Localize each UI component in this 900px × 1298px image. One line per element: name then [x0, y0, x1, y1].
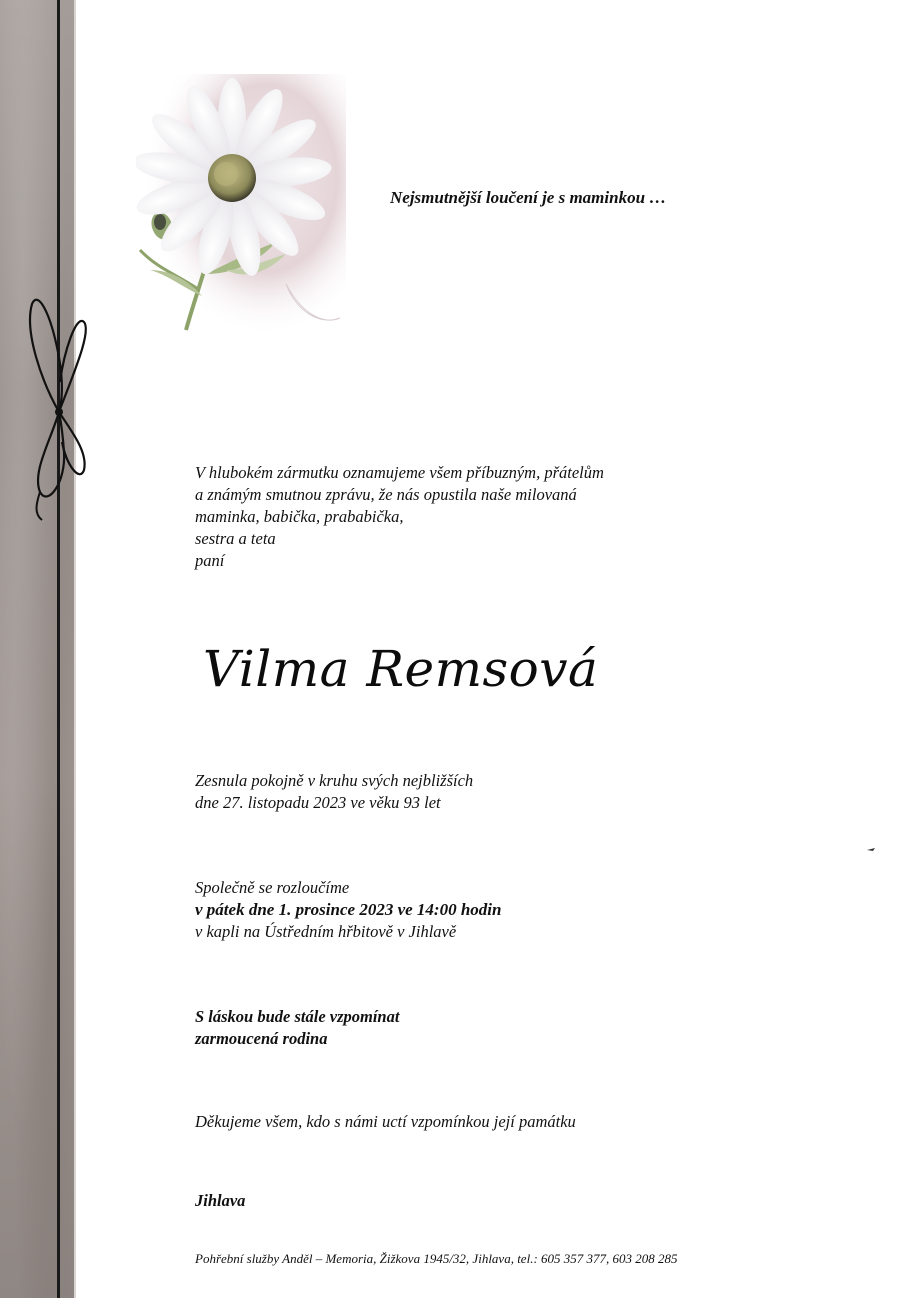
funeral-service-footer: Pohřební služby Anděl – Memoria, Žižkova 1945/32, Jihlava, tel.: 605 357 377, 603 208 285	[195, 1251, 678, 1266]
announcement-line: a známým smutnou zprávu, že nás opustila naše milovaná	[195, 485, 577, 504]
decorative-side-band	[0, 0, 74, 1298]
farewell-intro: Společně se rozloučíme	[195, 878, 350, 897]
band-edge	[74, 0, 76, 1298]
band-vertical-line	[57, 0, 60, 1298]
farewell-datetime: v pátek dne 1. prosince 2023 ve 14:00 hodin	[195, 900, 502, 919]
announcement-line: paní	[195, 551, 225, 570]
death-line: Zesnula pokojně v kruhu svých nejbližších	[195, 771, 474, 790]
remembrance-line: S láskou bude stále vzpomínat	[195, 1007, 400, 1026]
announcement-text	[195, 462, 604, 572]
remembrance-line: zarmoucená rodina	[195, 1029, 328, 1048]
announcement-line: V hlubokém zármutku oznamujeme všem příbuzným, přátelům	[195, 463, 604, 482]
ribbon-bow-icon	[22, 292, 96, 522]
farewell-details	[195, 877, 501, 943]
paper-speck	[867, 848, 875, 852]
thanks-text: Děkujeme všem, kdo s námi uctí vzpomínkou její památku	[195, 1112, 576, 1131]
deceased-name: Vilma Remsová	[203, 640, 599, 698]
remembrance-text	[195, 1006, 399, 1050]
announcement-line: maminka, babička, prababička,	[195, 507, 404, 526]
motto-heading: Nejsmutnější loučení je s maminkou …	[390, 188, 667, 207]
death-details	[195, 770, 473, 814]
city-name: Jihlava	[195, 1191, 246, 1210]
farewell-place: v kapli na Ústředním hřbitově v Jihlavě	[195, 922, 457, 941]
daisy-flower-illustration	[136, 74, 346, 336]
death-line: dne 27. listopadu 2023 ve věku 93 let	[195, 793, 441, 812]
announcement-line: sestra a teta	[195, 529, 276, 548]
